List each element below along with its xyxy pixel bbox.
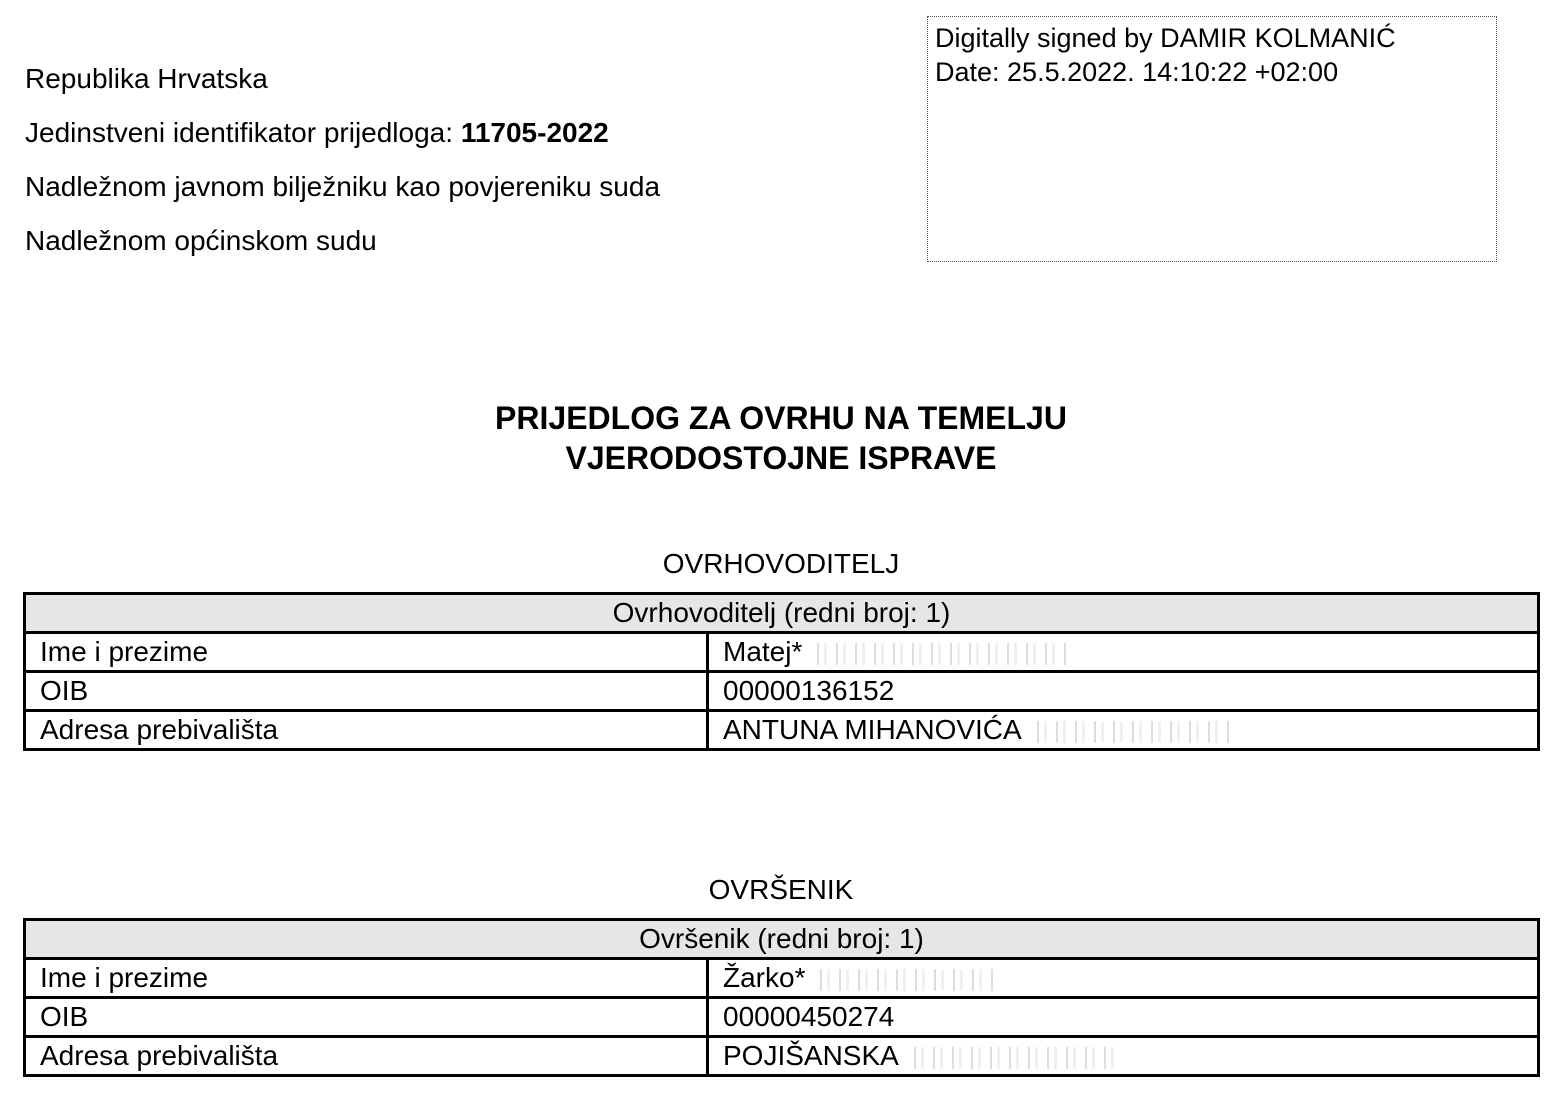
creditor-table	[23, 592, 1540, 751]
recipient-court: Nadležnom općinskom sudu	[25, 225, 377, 256]
table-row	[25, 633, 1539, 672]
document-title-line2: VJERODOSTOJNE ISPRAVE	[565, 440, 997, 476]
creditor-address-label: Adresa prebivališta	[25, 711, 708, 750]
header-block	[25, 52, 660, 268]
debtor-table-header-row	[25, 920, 1539, 959]
digital-signature-box	[927, 16, 1497, 262]
creditor-table-header: Ovrhovoditelj (redni broj: 1)	[25, 594, 1539, 633]
creditor-address-value	[708, 711, 1539, 750]
table-row	[25, 711, 1539, 750]
creditor-oib-value: 00000136152	[708, 672, 1539, 711]
table-row	[25, 672, 1539, 711]
table-row	[25, 959, 1539, 998]
debtor-table-header: Ovršenik (redni broj: 1)	[25, 920, 1539, 959]
signature-date: Date: 25.5.2022. 14:10:22 +02:00	[935, 57, 1339, 87]
document-title	[0, 398, 1562, 478]
creditor-table-header-row	[25, 594, 1539, 633]
creditor-name-value	[708, 633, 1539, 672]
redacted-mark	[811, 969, 997, 991]
debtor-name-label: Ime i prezime	[25, 959, 708, 998]
table-row	[25, 998, 1539, 1037]
debtor-oib-value: 00000450274	[708, 998, 1539, 1037]
debtor-name-value	[708, 959, 1539, 998]
creditor-name-text: Matej*	[723, 636, 803, 667]
debtor-address-value	[708, 1037, 1539, 1076]
debtor-oib-label: OIB	[25, 998, 708, 1037]
document-title-line1: PRIJEDLOG ZA OVRHU NA TEMELJU	[495, 400, 1067, 436]
proposal-identifier	[25, 106, 660, 160]
identifier-label: Jedinstveni identifikator prijedloga:	[25, 117, 461, 148]
identifier-value: 11705-2022	[460, 117, 609, 148]
redacted-mark	[905, 1047, 1115, 1069]
debtor-name-text: Žarko*	[723, 962, 806, 993]
creditor-address-text: ANTUNA MIHANOVIĆA	[723, 714, 1022, 745]
debtor-address-text: POJIŠANSKA	[723, 1040, 899, 1071]
signature-signed-by: Digitally signed by DAMIR KOLMANIĆ	[935, 23, 1396, 53]
debtor-table	[23, 918, 1540, 1077]
recipient-notary: Nadležnom javnom bilježniku kao povjereniku suda	[25, 171, 661, 202]
creditor-name-label: Ime i prezime	[25, 633, 708, 672]
debtor-address-label: Adresa prebivališta	[25, 1037, 708, 1076]
country-name: Republika Hrvatska	[25, 63, 268, 94]
creditor-section-heading: OVRHOVODITELJ	[662, 548, 900, 579]
table-row	[25, 1037, 1539, 1076]
creditor-oib-label: OIB	[25, 672, 708, 711]
redacted-mark	[808, 643, 1070, 665]
redacted-mark	[1028, 721, 1234, 743]
debtor-section-heading: OVRŠENIK	[708, 874, 854, 905]
